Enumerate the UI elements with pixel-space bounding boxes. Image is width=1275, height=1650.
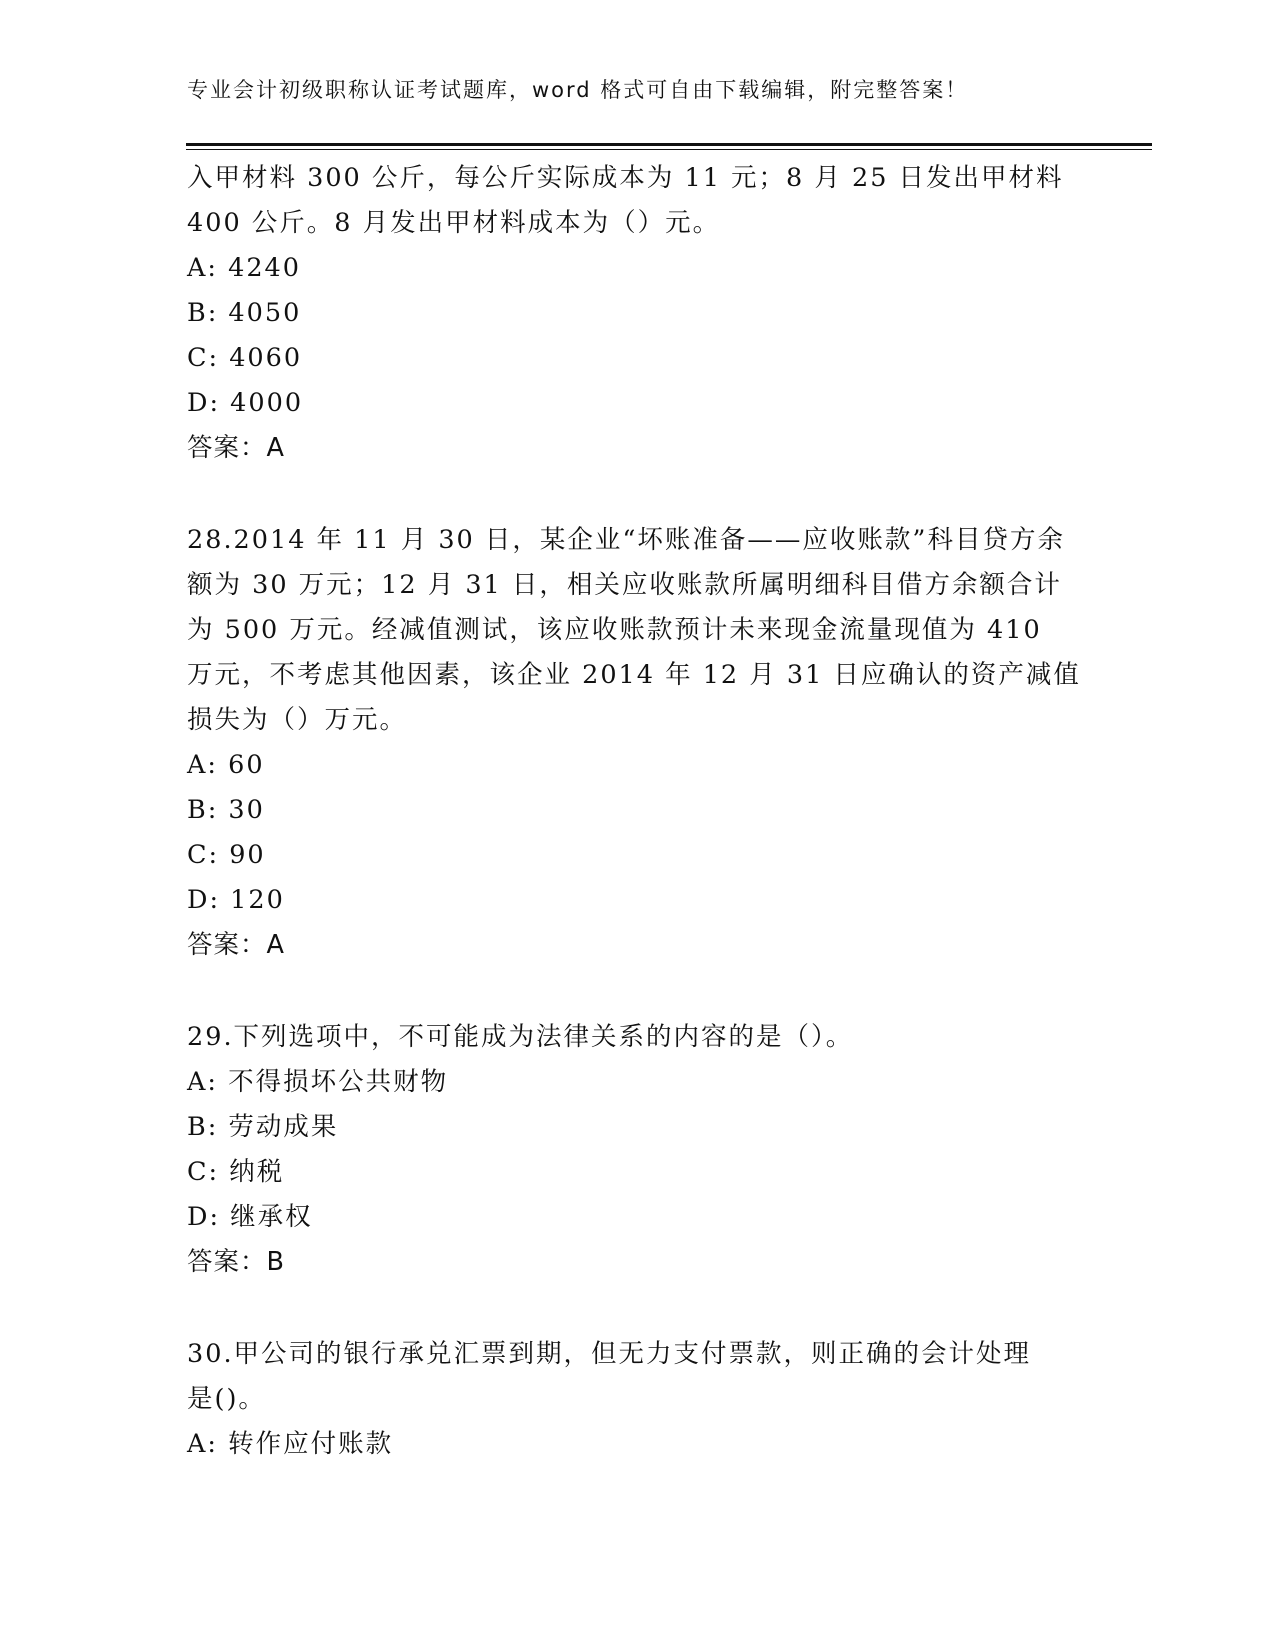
option-a: A: 转作应付账款	[187, 1429, 394, 1459]
option-d: D: 继承权	[187, 1202, 313, 1232]
header-rule-thin	[186, 149, 1152, 150]
option-b: B: 劳动成果	[187, 1112, 339, 1142]
question-stem-line: 30.甲公司的银行承兑汇票到期，但无力支付票款，则正确的会计处理	[187, 1339, 1032, 1369]
answer-label: 答案：A	[187, 433, 285, 463]
question-stem-line: 入甲材料 300 公斤，每公斤实际成本为 11 元；8 月 25 日发出甲材料	[187, 163, 1064, 193]
question-30	[187, 1332, 1087, 1467]
option-b: B: 30	[187, 795, 265, 825]
spacer	[187, 471, 1087, 518]
option-c: C: 纳税	[187, 1157, 285, 1187]
spacer	[187, 968, 1087, 1015]
question-list	[187, 156, 1087, 1467]
question-stem-line: 额为 30 万元；12 月 31 日，相关应收账款所属明细科目借方余额合计	[187, 570, 1062, 600]
option-c: C: 4060	[187, 343, 303, 373]
option-c: C: 90	[187, 840, 266, 870]
question-stem-line: 400 公斤。8 月发出甲材料成本为（）元。	[187, 208, 721, 238]
option-d: D: 120	[187, 885, 285, 915]
question-stem-line: 万元，不考虑其他因素，该企业 2014 年 12 月 31 日应确认的资产减值	[187, 660, 1081, 690]
question-stem-line: 为 500 万元。经减值测试，该应收账款预计未来现金流量现值为 410	[187, 615, 1042, 645]
option-a: A: 4240	[187, 253, 302, 283]
option-b: B: 4050	[187, 298, 302, 328]
option-a: A: 不得损坏公共财物	[187, 1067, 449, 1097]
question-stem-line: 28.2014 年 11 月 30 日，某企业“坏账准备——应收账款”科目贷方余	[187, 525, 1065, 555]
question-28	[187, 518, 1087, 968]
question-29	[187, 1015, 1087, 1285]
question-27	[187, 156, 1087, 471]
question-stem-line: 是()。	[187, 1384, 266, 1414]
header-rule-thick	[186, 143, 1152, 146]
answer-label: 答案：A	[187, 930, 285, 960]
spacer	[187, 1285, 1087, 1332]
option-d: D: 4000	[187, 388, 304, 418]
question-stem-line: 29.下列选项中，不可能成为法律关系的内容的是（）。	[187, 1022, 854, 1052]
answer-label: 答案：B	[187, 1247, 285, 1277]
option-a: A: 60	[187, 750, 265, 780]
page-header: 专业会计初级职称认证考试题库，word 格式可自由下载编辑，附完整答案！	[187, 78, 969, 102]
question-stem-line: 损失为（）万元。	[187, 705, 408, 735]
